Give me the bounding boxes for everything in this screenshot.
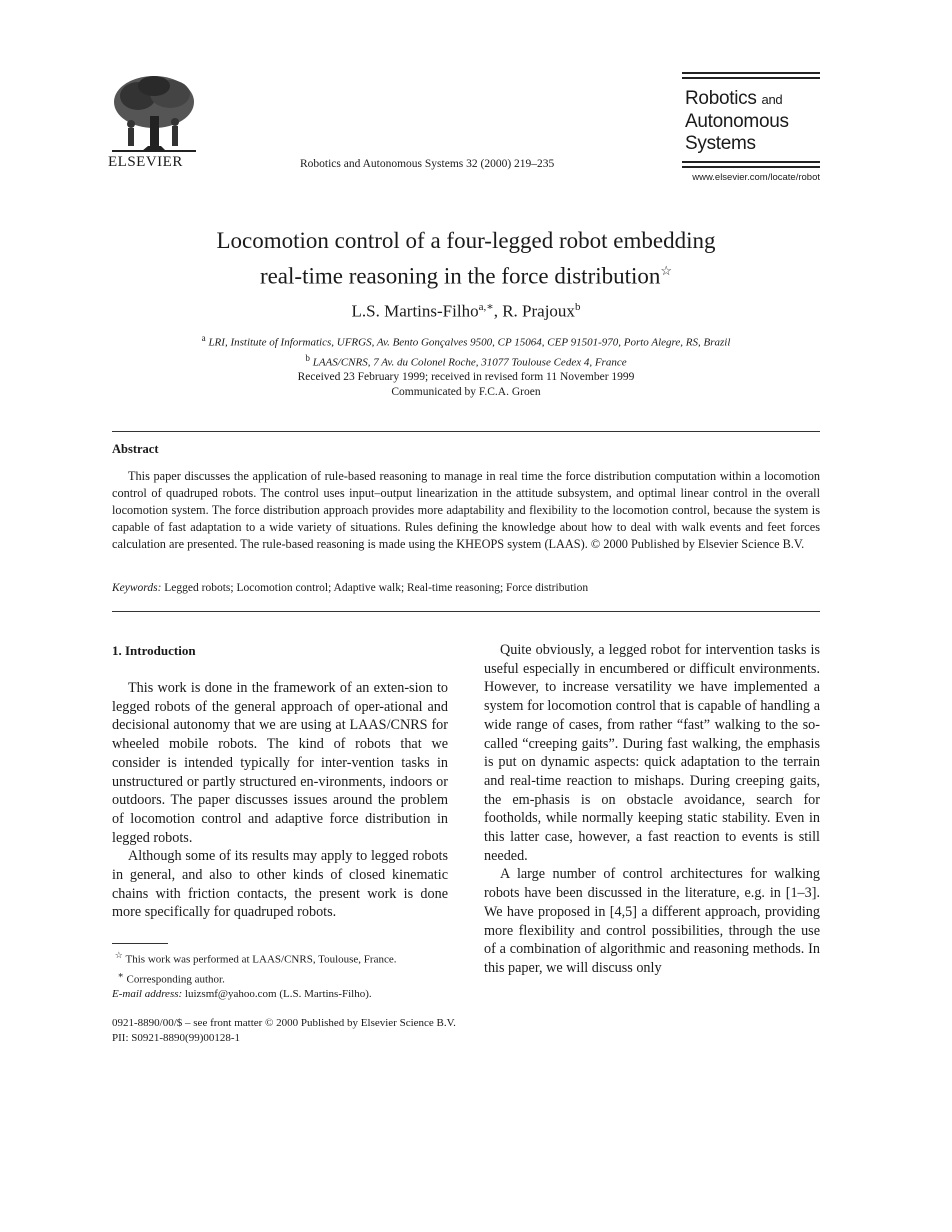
abstract-text: This paper discusses the application of rule-based reasoning to manage in real time the force distribution computation within a locomotion control of quadruped robots. The control uses input–output linearization in the attitude subsystem, and optimal linear control in the overall locomotion system. The force distribution approach provides more adaptability and flexibility to the locomotion control, because the system is capable of fast adaptation to a wide variety of situations. Rules defining the knowledge about how to deal with walk events and feet forces calculation are presented. The rule-based reasoning is made using the KHEOPS system (LAAS). © 2000 Published by Elsevier Science B.V. xyxy=(112,469,820,551)
footnote-2-text: Corresponding author. xyxy=(126,973,225,986)
author-2: R. Prajoux xyxy=(502,301,575,321)
elsevier-tree-icon xyxy=(108,72,200,152)
journal-reference: Robotics and Autonomous Systems 32 (2000) 219–235 xyxy=(300,158,555,170)
affil-b-mark: b xyxy=(305,352,310,363)
journal-url[interactable]: www.elsevier.com/locate/robot xyxy=(692,172,820,183)
journal-name-line1: Robotics xyxy=(685,88,757,109)
keywords xyxy=(112,582,588,594)
footnote-1-mark: ☆ xyxy=(114,950,123,960)
author-list xyxy=(100,300,832,322)
section-heading: 1. Introduction xyxy=(112,643,196,658)
journal-name-line2: Autonomous xyxy=(685,111,789,132)
divider xyxy=(682,166,820,168)
affiliations xyxy=(100,331,832,370)
pii-line: PII: S0921-8890(99)00128-1 xyxy=(112,1032,241,1044)
title-line2: real-time reasoning in the force distribution xyxy=(259,263,661,289)
journal-name-and: and xyxy=(761,92,783,107)
divider xyxy=(112,611,820,612)
footnote-divider xyxy=(112,943,168,944)
email-label: E-mail address: xyxy=(112,988,183,1001)
keywords-label: Keywords: xyxy=(112,582,162,594)
affil-a-mark: a xyxy=(201,333,206,343)
affil-a: LRI, Institute of Informatics, UFRGS, Av. Bento Gonçalves 9500, CP 15064, CEP 91501-970, Porto Alegre, RS, Brazil xyxy=(208,336,731,349)
received-dates: Received 23 February 1999; received in revised form 11 November 1999 xyxy=(297,371,635,383)
footnote-1 xyxy=(112,948,396,968)
publisher-name: ELSEVIER xyxy=(108,154,183,170)
journal-name-line3: Systems xyxy=(685,133,756,154)
keywords-list: Legged robots; Locomotion control; Adaptive walk; Real-time reasoning; Force distribution xyxy=(164,582,589,594)
paragraph: Although some of its results may apply to legged robots in general, and also to other kinds of closed kinematic chains with friction contacts, the present work is done more specifically for quadruped robots. xyxy=(112,848,448,921)
journal-logo xyxy=(682,72,820,183)
footnote-2-mark: ∗ xyxy=(117,969,124,980)
paper-title xyxy=(100,226,832,292)
divider xyxy=(112,431,820,432)
abstract-heading: Abstract xyxy=(112,442,159,456)
author-1-affil[interactable]: a,∗ xyxy=(478,301,494,313)
divider xyxy=(682,161,820,163)
author-2-affil[interactable]: b xyxy=(574,301,581,313)
publisher-logo xyxy=(108,72,204,171)
footnote-2 xyxy=(112,968,396,988)
footnote-email xyxy=(112,987,396,1002)
front-matter xyxy=(112,1016,456,1046)
communicated-by: Communicated by F.C.A. Groen xyxy=(391,386,541,398)
paragraph: This work is done in the framework of an exten-sion to legged robots of the general approach of oper-ational and decisional autonomy that we are using at LAAS/CNRS for wheeled mobile robots. The kind of robots that we consider is intended typically for inter-vention tasks in unstructured or partly structured en-vironments, indoors or outdoors. The paper discusses issues around the problem of locomotion control and adaptive force distribution in legged robots. xyxy=(112,680,448,846)
divider xyxy=(682,72,820,74)
email-address[interactable]: luizsmf@yahoo.com (L.S. Martins-Filho). xyxy=(184,988,372,1001)
journal-name xyxy=(682,82,820,161)
author-1: L.S. Martins-Filho xyxy=(351,301,479,321)
footnote-1-text: This work was performed at LAAS/CNRS, Toulouse, France. xyxy=(125,953,397,966)
paragraph: Quite obviously, a legged robot for intervention tasks is useful especially in encumbered or difficult environments. However, to increase versatility we have implemented a system for locomotion control that is capable of handling a wide range of cases, from rather “fast” walking to the so-called “creeping gaits”. During fast walking, the emphasis is put on dynamic aspects: quick adaptation to the terrain and real-time reaction to mishaps. During creeping gaits, the em-phasis is on obstacle avoidance, search for footholds, while normally keeping static stability. Even in this latter case, however, a fast reaction to events is still needed. xyxy=(484,642,820,864)
issn-line: 0921-8890/00/$ – see front matter © 2000 Published by Elsevier Science B.V. xyxy=(112,1017,456,1029)
title-line1: Locomotion control of a four-legged robot embedding xyxy=(216,228,716,253)
title-footnote-star[interactable]: ☆ xyxy=(660,263,673,278)
author-separator: , xyxy=(493,301,503,321)
article-history xyxy=(100,370,832,400)
paragraph: A large number of control architectures for walking robots have been discussed in the literature, e.g. in [1–3]. We have proposed in [4,5] a different approach, providing more flexibility and control possibilities, through the use of a combination of algorithmic and reasoning methods. In this paper, we will discuss only xyxy=(484,866,820,976)
footnotes xyxy=(112,948,396,1002)
right-column xyxy=(484,641,820,978)
divider xyxy=(682,77,820,79)
left-column xyxy=(112,679,448,922)
affil-b: LAAS/CNRS, 7 Av. du Colonel Roche, 31077 Toulouse Cedex 4, France xyxy=(312,356,627,369)
